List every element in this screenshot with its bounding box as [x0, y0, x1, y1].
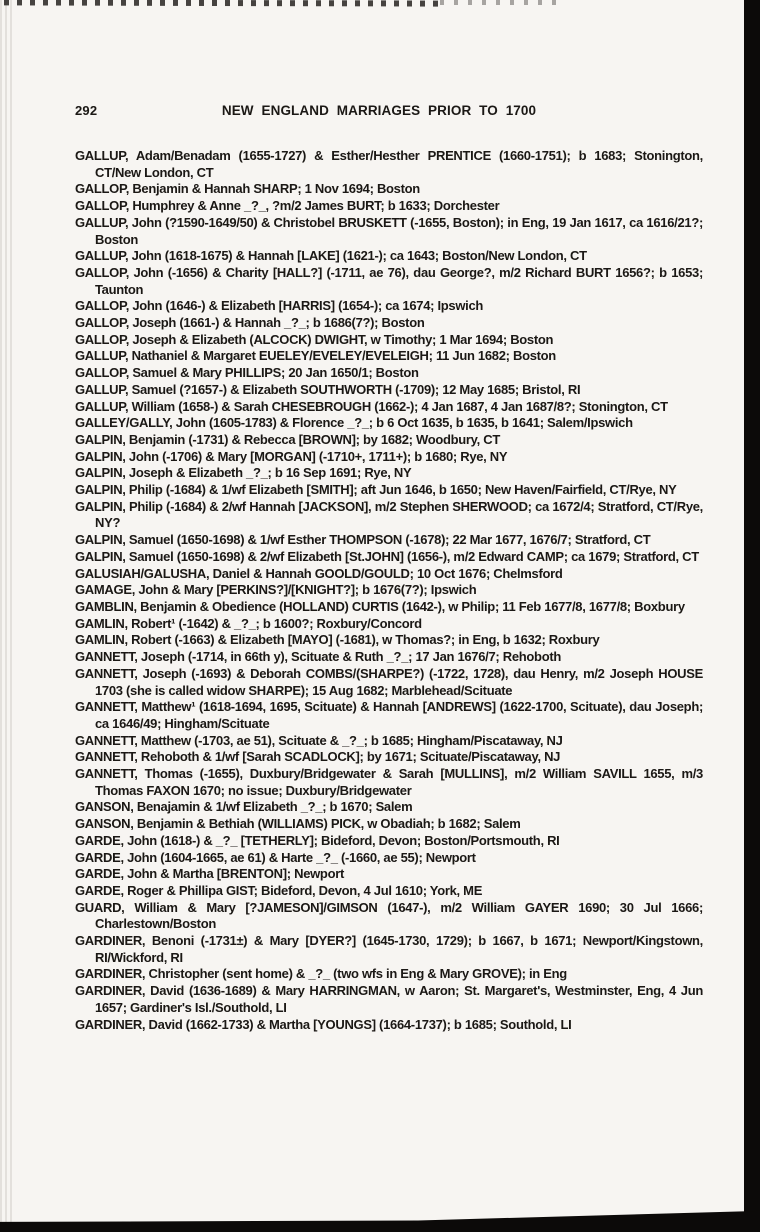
marriage-entry: GARDE, John (1618-) & _?_ [TETHERLY]; Bideford, Devon; Boston/Portsmouth, RI [75, 832, 560, 848]
marriage-entry: GANNETT, Matthew (-1703, ae 51), Scituate & _?_; b 1685; Hingham/Piscataway, NJ [75, 732, 563, 748]
marriage-entry: GARDINER, David (1636-1689) & Mary HARRINGMAN, w Aaron; St. Margaret's, Westminster, Eng, 4 Jun 1657; Gardiner's Isl./Southold, LI [75, 983, 703, 1015]
marriage-entry: GALLOP, John (1646-) & Elizabeth [HARRIS] (1654-); ca 1674; Ipswich [75, 298, 484, 314]
marriage-entry: GALLUP, William (1658-) & Sarah CHESEBROUGH (1662-); 4 Jan 1687, 4 Jan 1687/8?; Stonington, CT [75, 398, 668, 414]
marriage-entry: GALPIN, Benjamin (-1731) & Rebecca [BROWN]; by 1682; Woodbury, CT [75, 431, 500, 447]
marriage-entry: GAMAGE, John & Mary [PERKINS?]/[KNIGHT?]; b 1676(7?); Ipswich [75, 582, 477, 598]
page-header [75, 103, 703, 120]
marriage-entry: GARDE, Roger & Phillipa GIST; Bideford, Devon, 4 Jul 1610; York, ME [75, 882, 483, 898]
marriage-entry: GALPIN, John (-1706) & Mary [MORGAN] (-1710+, 1711+); b 1680; Rye, NY [75, 448, 508, 464]
marriage-entry: GALLOP, Joseph (1661-) & Hannah _?_; b 1686(7?); Boston [75, 315, 425, 331]
marriage-entry: GALLOP, John (-1656) & Charity [HALL?] (-1711, ae 76), dau George?, m/2 Richard BURT 1656?; b 1653; Taunton [75, 264, 703, 297]
marriage-entry: GALPIN, Philip (-1684) & 1/wf Elizabeth [SMITH]; aft Jun 1646, b 1650; New Haven/Fairfield, CT/Rye, NY [75, 482, 677, 498]
marriage-entry: GALLUP, Nathaniel & Margaret EUELEY/EVELEY/EVELEIGH; 11 Jun 1682; Boston [75, 348, 556, 364]
marriage-entry: GAMLIN, Robert¹ (-1642) & _?_; b 1600?; Roxbury/Concord [75, 615, 422, 631]
marriage-entry: GANSON, Benajamin & 1/wf Elizabeth _?_; b 1670; Salem [75, 799, 413, 815]
marriage-entry: GARDINER, David (1662-1733) & Martha [YOUNGS] (1664-1737); b 1685; Southold, LI [75, 1016, 572, 1032]
marriage-entry: GANNETT, Matthew¹ (1618-1694, 1695, Scituate) & Hannah [ANDREWS] (1622-1700, Scituate), dau Joseph; ca 1646/49; Hingham/Scituate [75, 699, 703, 731]
marriage-entry: GUARD, William & Mary [?JAMESON]/GIMSON (1647-), m/2 William GAYER 1690; 30 Jul 1666; Charlestown/Boston [75, 899, 703, 932]
marriage-entry: GALLUP, Adam/Benadam (1655-1727) & Esther/Hesther PRENTICE (1660-1751); b 1683; Stonington, CT/New London, CT [75, 148, 703, 180]
marriage-entry: GALLOP, Joseph & Elizabeth (ALCOCK) DWIGHT, w Timothy; 1 Mar 1694; Boston [75, 331, 554, 347]
marriage-entry: GALPIN, Samuel (1650-1698) & 2/wf Elizabeth [St.JOHN] (1656-), m/2 Edward CAMP; ca 1679; Stratford, CT [75, 548, 699, 564]
marriage-entry: GALUSIAH/GALUSHA, Daniel & Hannah GOOLD/GOULD; 10 Oct 1676; Chelmsford [75, 565, 563, 581]
marriage-entry: GALLEY/GALLY, John (1605-1783) & Florence _?_; b 6 Oct 1635, b 1635, b 1641; Salem/Ipswich [75, 415, 633, 431]
marriage-entry: GANNETT, Joseph (-1693) & Deborah COMBS/(SHARPE?) (-1722, 1728), dau Henry, m/2 Joseph HOUSE 1703 (she is called widow SHARPE); 15 Aug 1682; Marblehead/Scituate [75, 665, 703, 698]
marriage-entry: GALLOP, Humphrey & Anne _?_, ?m/2 James BURT; b 1633; Dorchester [75, 198, 500, 214]
marriage-entry: GALPIN, Samuel (1650-1698) & 1/wf Esther THOMPSON (-1678); 22 Mar 1677, 1676/7; Stratford, CT [75, 532, 651, 548]
marriage-entry: GARDINER, Christopher (sent home) & _?_ (two wfs in Eng & Mary GROVE); in Eng [75, 966, 567, 982]
scan-artifact-left-streaks [0, 0, 12, 1232]
marriage-entry: GALLUP, Samuel (?1657-) & Elizabeth SOUTHWORTH (-1709); 12 May 1685; Bristol, RI [75, 381, 581, 397]
marriage-entry: GALLUP, John (?1590-1649/50) & Christobel BRUSKETT (-1655, Boston); in Eng, 19 Jan 1617, ca 1616/21?; Boston [75, 214, 703, 247]
page-number: 292 [75, 103, 98, 118]
marriage-entry: GALLUP, John (1618-1675) & Hannah [LAKE] (1621-); ca 1643; Boston/New London, CT [75, 248, 587, 264]
marriage-entry: GALLOP, Samuel & Mary PHILLIPS; 20 Jan 1650/1; Boston [75, 365, 419, 381]
marriage-entries-list [75, 148, 703, 1033]
marriage-entry: GALPIN, Philip (-1684) & 2/wf Hannah [JACKSON], m/2 Stephen SHERWOOD; ca 1672/4; Stratford, CT/Rye, NY? [75, 498, 703, 531]
page-header-title: NEW ENGLAND MARRIAGES PRIOR TO 1700 [221, 103, 537, 118]
marriage-entry: GARDE, John & Martha [BRENTON]; Newport [75, 866, 345, 882]
marriage-entry: GALLOP, Benjamin & Hannah SHARP; 1 Nov 1694; Boston [75, 181, 420, 197]
scan-edge-bottom [0, 1208, 760, 1232]
marriage-entry: GANNETT, Joseph (-1714, in 66th y), Scituate & Ruth _?_; 17 Jan 1676/7; Rehoboth [75, 649, 562, 665]
marriage-entry: GANSON, Benjamin & Bethiah (WILLIAMS) PICK, w Obadiah; b 1682; Salem [75, 816, 521, 832]
marriage-entry: GAMLIN, Robert (-1663) & Elizabeth [MAYO] (-1681), w Thomas?; in Eng, b 1632; Roxbury [75, 632, 600, 648]
marriage-entry: GANNETT, Rehoboth & 1/wf [Sarah SCADLOCK]; by 1671; Scituate/Piscataway, NJ [75, 749, 561, 765]
scan-edge-right [744, 0, 760, 1232]
marriage-entry: GARDE, John (1604-1665, ae 61) & Harte _?_ (-1660, ae 55); Newport [75, 849, 476, 865]
marriage-entry: GAMBLIN, Benjamin & Obedience (HOLLAND) CURTIS (1642-), w Philip; 11 Feb 1677/8, 1677/8; Boxbury [75, 598, 685, 614]
scan-artifact-top-edge-faint [440, 0, 560, 5]
marriage-entry: GANNETT, Thomas (-1655), Duxbury/Bridgewater & Sarah [MULLINS], m/2 William SAVILL 1655, m/3 Thomas FAXON 1670; no issue; Duxbury/Bridgewater [75, 766, 703, 798]
marriage-entry: GARDINER, Benoni (-1731±) & Mary [DYER?] (1645-1730, 1729); b 1667, b 1671; Newport/Kingstown, RI/Wickford, RI [75, 933, 703, 965]
marriage-entry: GALPIN, Joseph & Elizabeth _?_; b 16 Sep 1691; Rye, NY [75, 465, 412, 481]
scan-artifact-top-edge [4, 0, 440, 7]
